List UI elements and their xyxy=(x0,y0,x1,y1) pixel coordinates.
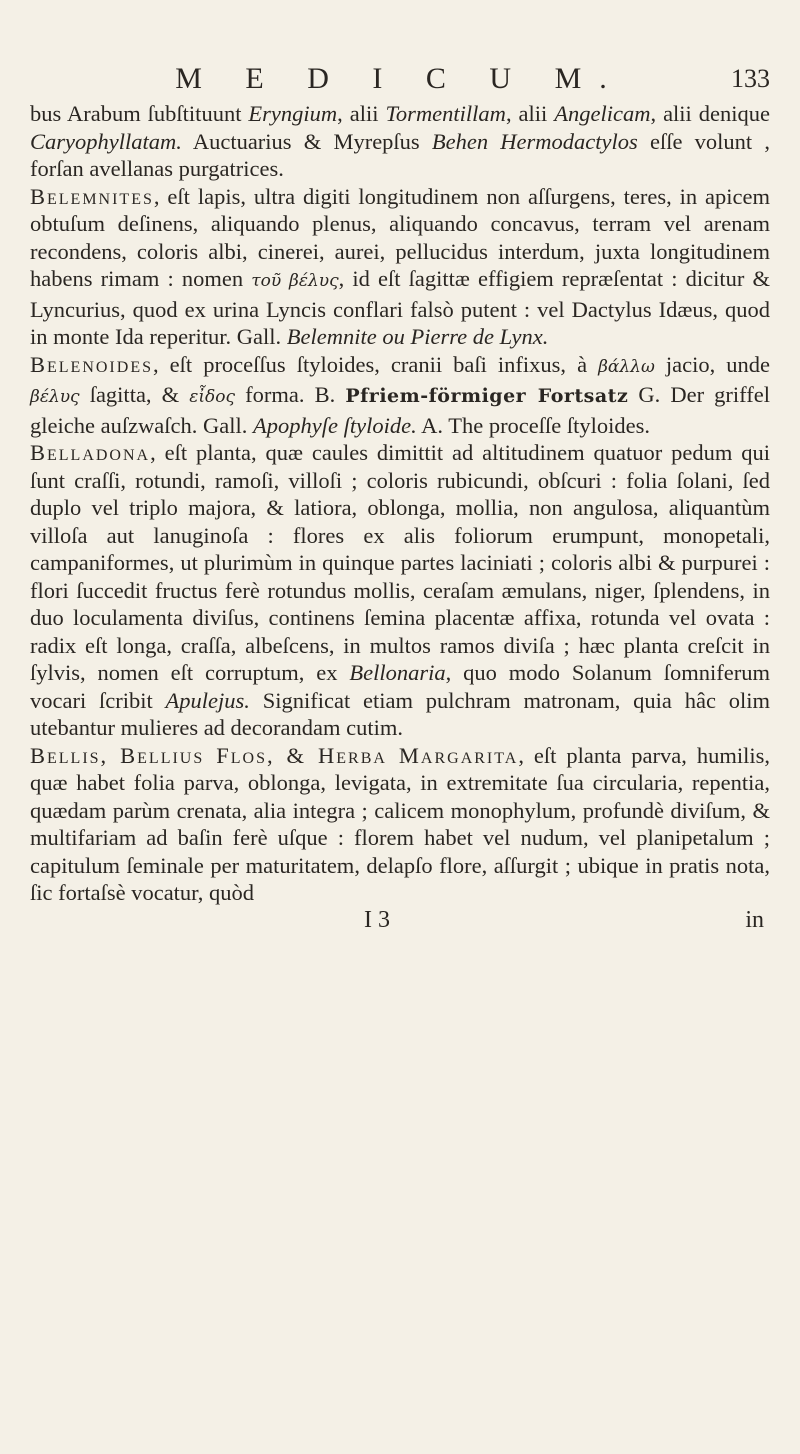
entry-headword: Belenoides xyxy=(30,351,153,377)
entry-belemnites xyxy=(30,183,770,351)
text-span: , alii xyxy=(505,101,555,126)
text-span: jacio, unde xyxy=(654,351,770,377)
entry-bellis xyxy=(30,742,770,907)
text-span: ſagitta, & xyxy=(79,382,190,407)
catchword: in xyxy=(745,906,764,933)
greek-word: εἶδος xyxy=(189,387,236,407)
paragraph-intro xyxy=(30,100,770,183)
text-span: eſſe volunt , forſan avellanas purgatrices. xyxy=(30,128,770,181)
signature-mark: I 3 xyxy=(364,906,390,933)
text-span: , eſt proceſſus ſtyloides, cranii baſi infixus, à xyxy=(153,351,599,377)
italic-term: Eryngium xyxy=(248,101,338,126)
text-span: Significat etiam pulchram matronam, quia hâc olim utebantur mulieres ad decorandam cutim. xyxy=(30,687,770,740)
running-title: M E D I C U M. xyxy=(175,62,625,95)
italic-term: Bellonaria xyxy=(349,660,446,685)
text-span: , eſt lapis, ultra digiti longitudinem non aſſurgens, teres, in apicem obtuſum deſinens, aliquando plenus, aliquando concavus, terram vel arenam recondens, coloris albi, cinerei, aurei, pellucidus interdum, juxta longitudinem habens rimam : nomen xyxy=(30,183,770,291)
italic-term: Behen Hermodactylos xyxy=(431,128,638,154)
italic-term: Apulejus. xyxy=(165,687,250,713)
text-span: , eſt planta parva, humilis, quæ habet folia parva, oblonga, levigata, in extremitate ſua circularia, repentia, quædam parùm crenata, alia integra ; calicem monophylum, profundè diviſum, & multifariam ad baſin ferè uſque : florem habet vel nudum, vel planipetalum ; capitulum ſeminale per maturitatem, delapſo flore, aſſurgit ; ubique in pratis nota, ſic fortaſsè vocatur, quòd xyxy=(30,742,770,905)
text-span: forma. B. xyxy=(235,382,346,407)
entry-belenoides xyxy=(30,351,770,440)
greek-word: τοῦ βέλυς xyxy=(251,271,339,291)
text-span: A. The proceſſe ſtyloides. xyxy=(416,412,651,438)
text-span: Auctuarius & Myrepſus xyxy=(181,128,432,154)
text-span: , quo modo Solanum ſomniferum vocari ſcribit xyxy=(30,660,770,713)
greek-word: βέλυς xyxy=(30,387,80,407)
italic-term: Apophyſe ſtyloide. xyxy=(253,412,417,438)
italic-term: Belemnite ou Pierre de Lynx. xyxy=(286,324,549,349)
entry-headword: Bellis, Bellius Flos, & Herba Margarita xyxy=(30,742,519,768)
greek-word: βάλλω xyxy=(598,356,655,377)
page-number: 133 xyxy=(731,64,770,93)
italic-term: Caryophyllatam. xyxy=(30,128,182,154)
entry-headword: Belemnites xyxy=(30,183,154,209)
text-span: , eſt planta, quæ caules dimittit ad altitudinem quatuor pedum qui ſunt craſſi, rotundi, ramoſi, villoſi ; coloris rubicundi, obſcuri : folia ſolani, ſed duplo vel triplo majora, & latiora, oblonga, mollia, non angulosa, aliquantùm villoſa aut lanuginoſa : flores ex alis foliorum erumpunt, monopetali, campaniformes, ut plurimùm in quinque partes laciniati ; coloris albi & purpurei : flori ſuccedit fructus ferè rotundus mollis, ceraſam æmulans, niger, ſplendens, in duo loculamenta diviſus, continens ſemina placentæ affixa, rotunda vel ovata : radix eſt longa, craſſa, albeſcens, in multos ramos diviſa ; hæc planta creſcit in ſylvis, nomen eſt corruptum, ex xyxy=(30,440,770,685)
blackletter-term: Pfriem-förmiger Fortsatz xyxy=(345,385,629,407)
italic-term: Tormentillam xyxy=(385,101,506,126)
running-head xyxy=(30,62,770,100)
entry-headword: Belladona xyxy=(30,440,151,465)
text-span: , alii xyxy=(337,101,386,126)
text-span: , id eſt ſagittæ effigiem repræſentat : dicitur & Lyncurius, quod ex urina Lyncis conflari falsò putent : vel Dactylus Idæus, quod in monte Ida reperitur. Gall. xyxy=(30,266,770,349)
entry-belladona xyxy=(30,439,770,742)
page-footer xyxy=(30,907,770,937)
text-span: G. Der griffel gleiche auſzwaſch. Gall. xyxy=(30,382,770,438)
body-text xyxy=(30,100,770,907)
text-span: , alii denique xyxy=(650,101,770,126)
text-span: bus Arabum ſubſtituunt xyxy=(30,101,249,126)
italic-term: Angelicam xyxy=(554,101,651,126)
